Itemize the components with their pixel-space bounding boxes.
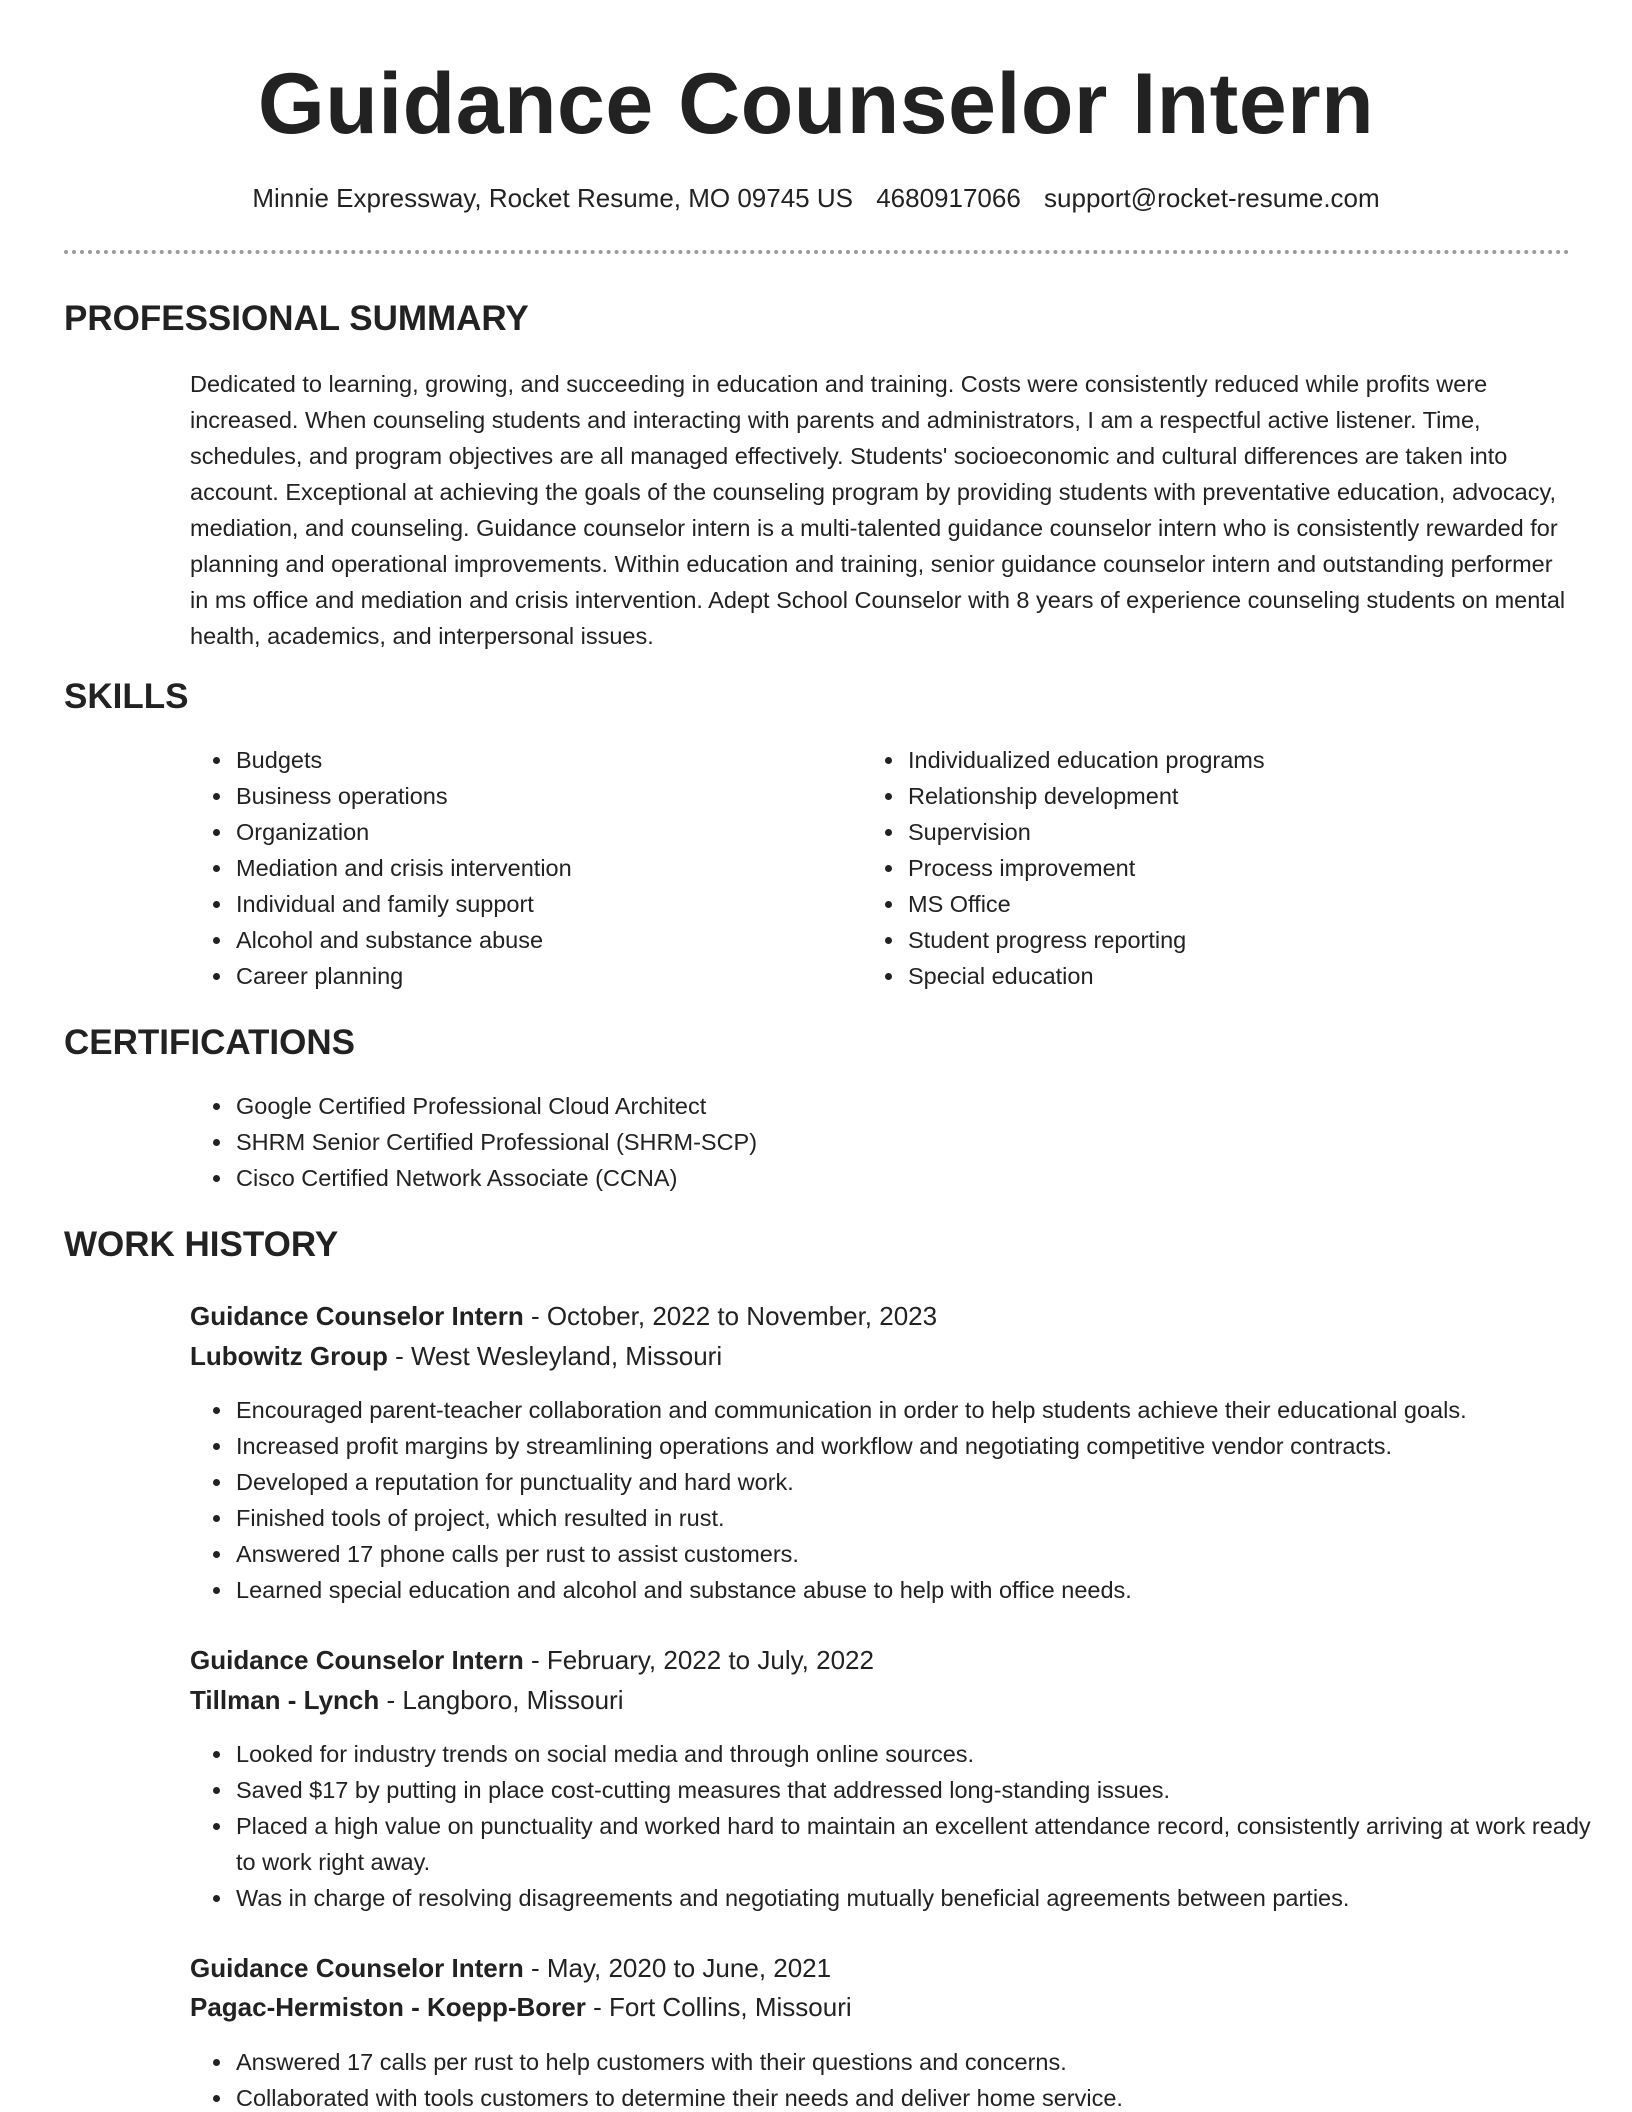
skill-item: • Business operations bbox=[234, 778, 854, 814]
skills-heading: SKILLS bbox=[64, 677, 189, 716]
job-role: Guidance Counselor Intern bbox=[190, 1953, 524, 1983]
job-company: Lubowitz Group bbox=[190, 1341, 388, 1371]
job-role: Guidance Counselor Intern bbox=[190, 1301, 524, 1331]
job-company: Pagac-Hermiston - Koepp-Borer bbox=[190, 1992, 586, 2022]
job-bullet: • Finished tools of project, which resulted in rust. bbox=[234, 1500, 1614, 1536]
certification-item: • Google Certified Professional Cloud Architect bbox=[234, 1088, 1534, 1124]
job-bullets bbox=[190, 1736, 1614, 1916]
job-bullets bbox=[190, 2044, 1614, 2112]
skill-item: • Process improvement bbox=[906, 850, 1606, 886]
job-bullets bbox=[190, 1392, 1614, 1608]
skill-item: • Supervision bbox=[906, 814, 1606, 850]
job-bullet: • Increased profit margins by streamlining operations and workflow and negotiating competitive vendor contracts. bbox=[234, 1428, 1614, 1464]
job-role: Guidance Counselor Intern bbox=[190, 1645, 524, 1675]
skills-list-left bbox=[190, 742, 854, 994]
contact-line bbox=[0, 180, 1632, 216]
job-company-line: Tillman - Lynch - Langboro, Missouri bbox=[190, 1685, 624, 1715]
skill-item: • Individualized education programs bbox=[906, 742, 1606, 778]
job-title-line: Guidance Counselor Intern - May, 2020 to June, 2021 bbox=[190, 1953, 832, 1983]
skill-item: • Budgets bbox=[234, 742, 854, 778]
header-divider bbox=[64, 250, 1570, 254]
job-company-line: Pagac-Hermiston - Koepp-Borer - Fort Collins, Missouri bbox=[190, 1992, 852, 2022]
job-bullet: • Looked for industry trends on social media and through online sources. bbox=[234, 1736, 1614, 1772]
job-bullet: • Encouraged parent-teacher collaboration and communication in order to help students achieve their educational goals. bbox=[234, 1392, 1614, 1428]
job-bullet: • Learned special education and alcohol and substance abuse to help with office needs. bbox=[234, 1572, 1614, 1608]
job-title-line: Guidance Counselor Intern - October, 2022 to November, 2023 bbox=[190, 1301, 938, 1331]
summary-heading: PROFESSIONAL SUMMARY bbox=[64, 299, 529, 338]
skill-item: • MS Office bbox=[906, 886, 1606, 922]
contact-address: Minnie Expressway, Rocket Resume, MO 09745 US bbox=[252, 183, 853, 213]
job-dates: February, 2022 to July, 2022 bbox=[546, 1645, 874, 1675]
skill-item: • Individual and family support bbox=[234, 886, 854, 922]
skill-item: • Mediation and crisis intervention bbox=[234, 850, 854, 886]
certification-item: • Cisco Certified Network Associate (CCNA) bbox=[234, 1160, 1534, 1196]
job-bullet: • Placed a high value on punctuality and worked hard to maintain an excellent attendance record, consistently arriving at work ready to work right away. bbox=[234, 1808, 1614, 1880]
skill-item: • Relationship development bbox=[906, 778, 1606, 814]
skill-item: • Organization bbox=[234, 814, 854, 850]
job-bullet: • Saved $17 by putting in place cost-cutting measures that addressed long-standing issues. bbox=[234, 1772, 1614, 1808]
job-bullet: • Answered 17 calls per rust to help customers with their questions and concerns. bbox=[234, 2044, 1614, 2080]
job-company-line: Lubowitz Group - West Wesleyland, Missouri bbox=[190, 1341, 723, 1371]
contact-email: support@rocket-resume.com bbox=[1044, 183, 1380, 213]
candidate-name: Guidance Counselor Intern bbox=[257, 56, 1375, 152]
certifications-heading: CERTIFICATIONS bbox=[64, 1023, 356, 1062]
skill-item: • Special education bbox=[906, 958, 1606, 994]
job-location: West Wesleyland, Missouri bbox=[410, 1341, 723, 1371]
skill-item: • Student progress reporting bbox=[906, 922, 1606, 958]
job-dates: October, 2022 to November, 2023 bbox=[546, 1301, 938, 1331]
work-history-heading: WORK HISTORY bbox=[64, 1225, 339, 1264]
summary-text: Dedicated to learning, growing, and succeeding in education and training. Costs were consistently reduced while profits were increased. When counseling students and interacting with parents and administrators, I am a respectful active listener. Time, schedules, and program objectives are all managed effectively. Students' socioeconomic and cultural differences are taken into account. Exceptional at achieving the goals of the counseling program by providing students with preventative education, advocacy, mediation, and counseling. Guidance counselor intern is a multi-talented guidance counselor intern who is consistently rewarded for planning and operational improvements. Within education and training, senior guidance counselor intern and outstanding performer in ms office and mediation and crisis intervention. Adept School Counselor with 8 years of experience counseling students on mental health, academics, and interpersonal issues. bbox=[190, 371, 1566, 649]
job-bullet: • Collaborated with tools customers to determine their needs and deliver home service. bbox=[234, 2080, 1614, 2112]
job-location: Langboro, Missouri bbox=[402, 1685, 624, 1715]
certifications-list bbox=[190, 1088, 1534, 1196]
contact-phone: 4680917066 bbox=[876, 183, 1021, 213]
job-title-line: Guidance Counselor Intern - February, 2022 to July, 2022 bbox=[190, 1645, 874, 1675]
job-company: Tillman - Lynch bbox=[190, 1685, 380, 1715]
job-bullet: • Was in charge of resolving disagreements and negotiating mutually beneficial agreements between parties. bbox=[234, 1880, 1614, 1916]
job-bullet: • Developed a reputation for punctuality and hard work. bbox=[234, 1464, 1614, 1500]
skill-item: • Career planning bbox=[234, 958, 854, 994]
certification-item: • SHRM Senior Certified Professional (SHRM-SCP) bbox=[234, 1124, 1534, 1160]
job-bullet: • Answered 17 phone calls per rust to assist customers. bbox=[234, 1536, 1614, 1572]
skill-item: • Alcohol and substance abuse bbox=[234, 922, 854, 958]
job-dates: May, 2020 to June, 2021 bbox=[546, 1953, 832, 1983]
job-location: Fort Collins, Missouri bbox=[608, 1992, 852, 2022]
skills-list-right bbox=[862, 742, 1606, 994]
